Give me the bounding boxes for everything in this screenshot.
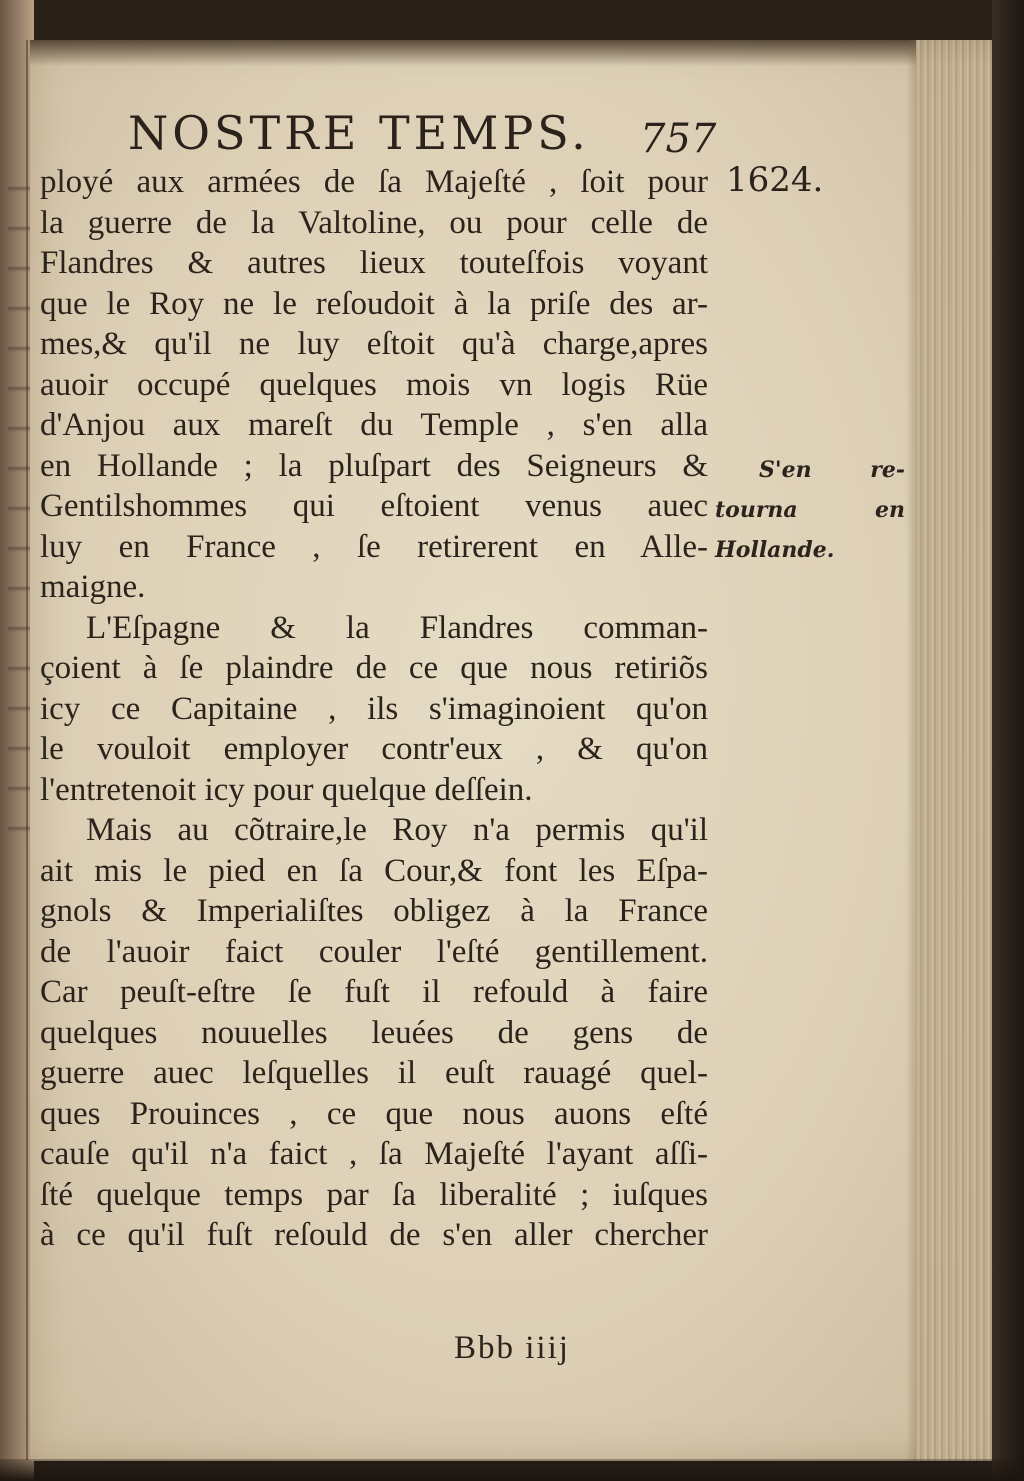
text-line: ſté quelque temps par ſa liberalité ; iuſques: [40, 1176, 708, 1213]
text-line: ait mis le pied en ſa Cour,& font les Eſpa-: [40, 852, 708, 889]
text-line: ployé aux armées de ſa Majeſté , ſoit pour: [40, 164, 708, 200]
text-line: le vouloit employer contr'eux , & qu'on: [40, 731, 708, 767]
text-line: luy en France , ſe retirerent en Alle-: [40, 528, 708, 565]
gutter-bleed-marks: [8, 160, 30, 860]
margin-note: [715, 450, 905, 570]
text-line: d'Anjou aux mareſt du Temple , s'en alla: [40, 407, 708, 443]
margin-note-line: tourna en: [715, 497, 905, 523]
margin-note-line: Hollande.: [715, 537, 835, 563]
text-line: gnols & Imperialiſtes obligez à la France: [40, 893, 708, 929]
text-line: la guerre de la Valtoline, ou pour celle de: [40, 204, 708, 241]
text-line: que le Roy ne le reſoudoit à la priſe des ar-: [40, 285, 708, 322]
text-line: cauſe qu'il n'a faict , ſa Majeſté l'ayant aſſi-: [40, 1136, 708, 1172]
text-line: en Hollande ; la pluſpart des Seigneurs &: [40, 447, 708, 484]
margin-year: 1624.: [726, 160, 824, 200]
signature-mark: Bbb iiij: [454, 1330, 570, 1366]
text-line: ques Prouinces , ce que nous auons eſté: [40, 1095, 708, 1132]
text-line: l'entretenoit icy pour quelque deſſein.: [40, 771, 533, 808]
paragraph-start-line: Mais au cõtraire,le Roy n'a permis qu'il: [86, 812, 708, 848]
text-line: çoient à ſe plaindre de ce que nous retiriõs: [40, 650, 708, 686]
page-header: [0, 102, 1024, 162]
text-line: mes,& qu'il ne luy eſtoit qu'à charge,apres: [40, 326, 708, 362]
page-number: 757: [640, 116, 717, 162]
text-line: Car peuſt-eſtre ſe fuſt il refould à faire: [40, 974, 708, 1010]
page-top-shadow: [30, 40, 994, 66]
paragraph-start-line: L'Eſpagne & la Flandres comman-: [86, 609, 708, 646]
text-line: maigne.: [40, 569, 146, 605]
scan-background-right: [992, 0, 1024, 1481]
text-line: de l'auoir faict couler l'eſté gentillement.: [40, 933, 708, 970]
running-title: NOSTRE TEMPS.: [128, 106, 590, 160]
scan-background-bottom: [0, 1459, 1024, 1481]
text-line: guerre auec leſquelles il euſt rauagé quel-: [40, 1055, 708, 1091]
text-line: à ce qu'il fuſt reſould de s'en aller chercher: [40, 1217, 708, 1253]
page-fore-edge: [916, 40, 994, 1461]
text-line: icy ce Capitaine , ils s'imaginoient qu'on: [40, 690, 708, 727]
body-text: [40, 162, 720, 1256]
text-line: Gentilshommes qui eſtoient venus auec: [40, 488, 708, 524]
text-line: auoir occupé quelques mois vn logis Rüe: [40, 366, 708, 403]
text-line: Flandres & autres lieux touteſfois voyant: [40, 245, 708, 281]
text-line: quelques nouuelles leuées de gens de: [40, 1014, 708, 1051]
margin-note-line: S'en re-: [759, 457, 905, 483]
